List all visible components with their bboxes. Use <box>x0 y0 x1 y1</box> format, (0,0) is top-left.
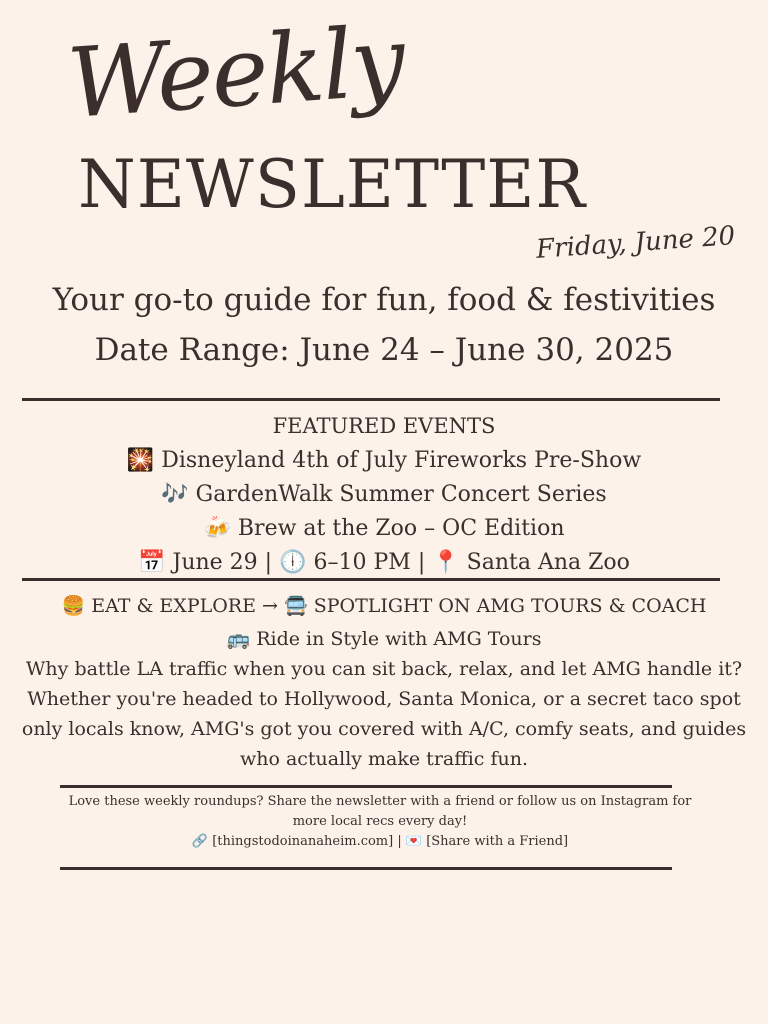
music-notes-icon: 🎶 <box>161 482 189 507</box>
divider <box>60 785 672 788</box>
fireworks-icon: 🎇 <box>126 448 155 473</box>
tagline: Your go-to guide for fun, food & festivities <box>52 282 716 318</box>
event-label: Brew at the Zoo – OC Edition <box>237 516 565 541</box>
spotlight-heading <box>0 594 768 617</box>
eat-explore-label: EAT & EXPLORE → <box>91 595 278 617</box>
ride-heading <box>0 624 768 654</box>
link-icon: 🔗 <box>191 834 209 849</box>
spotlight-label: SPOTLIGHT ON AMG TOURS & COACH <box>313 595 707 617</box>
bus-icon: 🚌 <box>226 628 251 650</box>
newsletter-title: NEWSLETTER <box>78 146 587 223</box>
event-label: GardenWalk Summer Concert Series <box>195 482 607 507</box>
calendar-icon: 📅 <box>138 550 166 575</box>
footer <box>60 792 700 852</box>
event-detail: 📅 June 29 | 🕕 6–10 PM | 📍 Santa Ana Zoo <box>138 550 630 575</box>
spotlight-body: Why battle LA traffic when you can sit back, relax, and let AMG handle it? Whether you're headed to Hollywood, Santa Monica, or a secret taco spot only locals know, AMG's got you covered with A/C, comfy seats, and guides who actually make traffic fun. <box>21 658 747 770</box>
event-item <box>0 512 768 546</box>
separator: | <box>397 834 402 849</box>
script-title: Weekly <box>64 4 407 141</box>
bus-front-icon: 🚍 <box>283 595 308 617</box>
share-link[interactable]: [Share with a Friend] <box>426 834 569 849</box>
divider <box>60 867 672 870</box>
ride-label: Ride in Style with AMG Tours <box>256 628 542 650</box>
event-item <box>0 478 768 512</box>
featured-heading: FEATURED EVENTS <box>272 414 496 438</box>
burger-icon: 🍔 <box>61 595 86 617</box>
website-link[interactable]: [thingstodoinanaheim.com] <box>212 834 394 849</box>
pin-icon: 📍 <box>432 550 460 575</box>
clock-icon: 🕕 <box>279 550 307 575</box>
event-date: June 29 <box>172 550 258 575</box>
event-label: Disneyland 4th of July Fireworks Pre-Show <box>161 448 642 473</box>
love-letter-icon: 💌 <box>405 834 423 849</box>
beer-mugs-icon: 🍻 <box>203 516 231 541</box>
divider <box>22 398 720 401</box>
divider <box>22 578 720 581</box>
issue-date: Friday, June 20 <box>535 221 737 265</box>
date-range: Date Range: June 24 – June 30, 2025 <box>94 332 674 368</box>
event-place: Santa Ana Zoo <box>466 550 630 575</box>
event-item <box>0 444 768 478</box>
event-time: 6–10 PM <box>313 550 411 575</box>
footer-text: Love these weekly roundups? Share the newsletter with a friend or follow us on Instagram for more local recs every day! <box>68 794 692 829</box>
